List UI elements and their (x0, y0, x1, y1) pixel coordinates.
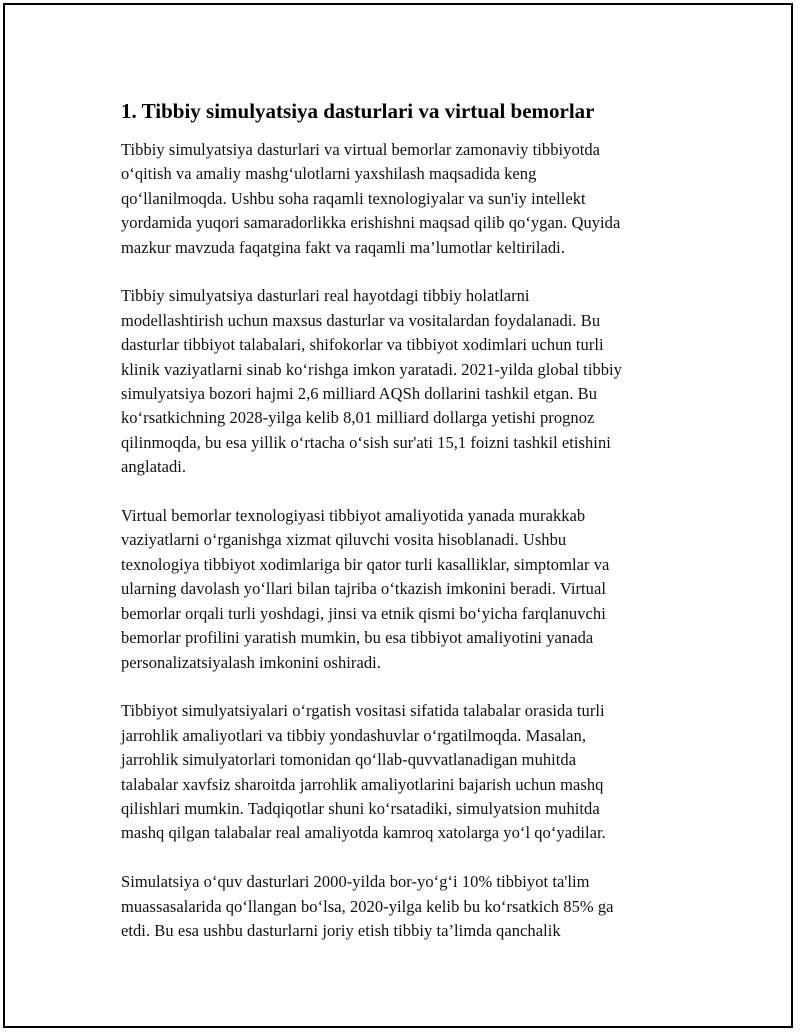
paragraph (121, 138, 681, 260)
text-line: jarrohlik simulyatorlari tomonidan qo‘llab-quvvatlanadigan muhitda (121, 750, 577, 770)
text-line: ko‘rsatkichning 2028-yilga kelib 8,01 milliard dollarga yetishi prognoz (121, 408, 595, 428)
text-line: personalizatsiyalash imkonini oshiradi. (121, 652, 381, 672)
text-line: o‘qitish va amaliy mashg‘ulotlarni yaxshilash maqsadida keng (121, 164, 537, 184)
text-line: muassasalarida qo‘llangan bo‘lsa, 2020-yilga kelib bu ko‘rsatkich 85% ga (121, 896, 614, 916)
page-frame (3, 3, 793, 1028)
text-line: etdi. Bu esa ushbu dasturlarni joriy etish tibbiy ta’limda qanchalik (121, 920, 561, 940)
text-line: Virtual bemorlar texnologiyasi tibbiyot amaliyotida yanada murakkab (121, 506, 586, 526)
paragraph (121, 699, 681, 845)
text-line: vaziyatlarni o‘rganishga xizmat qiluvchi vosita hisoblanadi. Ushbu (121, 530, 567, 550)
text-line: bemorlar profilini yaratish mumkin, bu esa tibbiyot amaliyotini yanada (121, 628, 594, 648)
text-line: qo‘llanilmoqda. Ushbu soha raqamli texnologiyalar va sun'iy intellekt (121, 188, 586, 208)
paragraph (121, 284, 681, 479)
text-line: Simulatsiya o‘quv dasturlari 2000-yilda bor-yo‘g‘i 10% tibbiyot ta'lim (121, 872, 590, 892)
text-line: jarrohlik amaliyotlari va tibbiy yondashuvlar o‘rgatilmoqda. Masalan, (121, 725, 587, 745)
text-line: qilinmoqda, bu esa yillik o‘rtacha o‘sish sur'ati 15,1 foizni tashkil etishini (121, 432, 611, 452)
text-line: modellashtirish uchun maxsus dasturlar va vositalardan foydalanadi. Bu (121, 310, 601, 330)
document-body (121, 98, 681, 968)
text-line: ularning davolash yo‘llari bilan tajriba o‘tkazish imkonini beradi. Virtual (121, 579, 606, 599)
text-line: dasturlar tibbiyot talabalari, shifokorlar va tibbiyot xodimlari uchun turli (121, 335, 604, 355)
text-line: anglatadi. (121, 457, 187, 477)
text-line: simulyatsiya bozori hajmi 2,6 milliard AQSh dollarini tashkil etgan. Bu (121, 384, 598, 404)
text-line: mashq qilgan talabalar real amaliyotda kamroq xatolarga yo‘l qo‘yadilar. (121, 823, 606, 843)
text-line: Tibbiy simulyatsiya dasturlari real hayotdagi tibbiy holatlarni (121, 286, 530, 306)
text-line: klinik vaziyatlarni sinab ko‘rishga imkon yaratadi. 2021-yilda global tibbiy (121, 359, 622, 379)
paragraph (121, 504, 681, 675)
text-line: yordamida yuqori samaradorlikka erishishni maqsad qilib qo‘ygan. Quyida (121, 213, 621, 233)
text-line: texnologiya tibbiyot xodimlariga bir qator turli kasalliklar, simptomlar va (121, 554, 610, 574)
page-title: 1. Tibbiy simulyatsiya dasturlari va virtual bemorlar (121, 99, 595, 123)
paragraph (121, 870, 681, 943)
text-line: mazkur mavzuda faqatgina fakt va raqamli ma’lumotlar keltiriladi. (121, 237, 565, 257)
text-line: Tibbiyot simulyatsiyalari o‘rgatish vositasi sifatida talabalar orasida turli (121, 701, 605, 721)
text-line: talabalar xavfsiz sharoitda jarrohlik amaliyotlarini bajarish uchun mashq (121, 774, 604, 794)
text-line: Tibbiy simulyatsiya dasturlari va virtual bemorlar zamonaviy tibbiyotda (121, 140, 601, 159)
text-line: bemorlar orqali turli yoshdagi, jinsi va etnik qismi bo‘yicha farqlanuvchi (121, 603, 606, 623)
text-line: qilishlari mumkin. Tadqiqotlar shuni ko‘rsatadiki, simulyatsion muhitda (121, 798, 600, 818)
